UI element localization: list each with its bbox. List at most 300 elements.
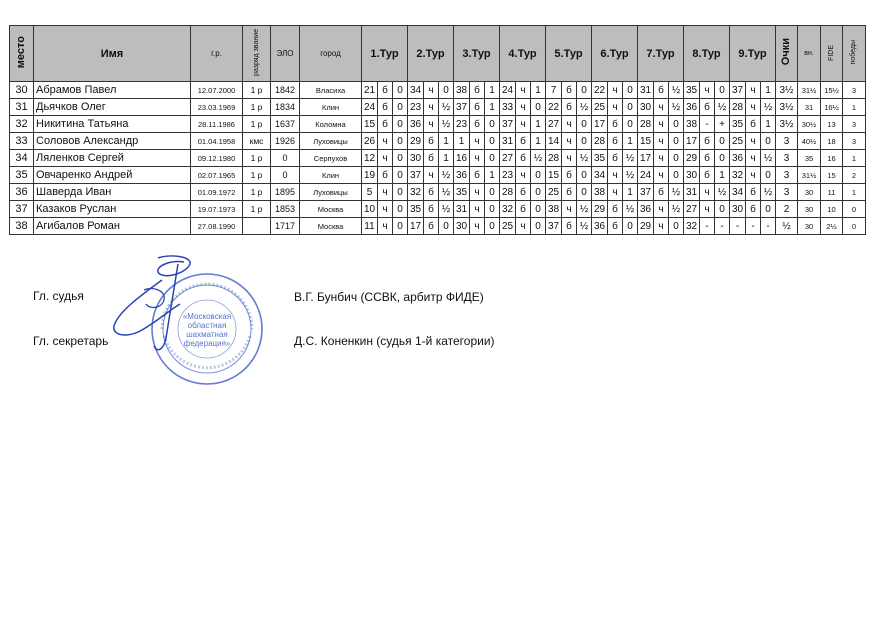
svg-text:«Московская: «Московская [182,312,232,321]
opponent-cell: 25 [730,133,746,150]
birth-date-cell: 09.12.1980 [191,150,243,167]
color-cell: б [470,167,485,184]
result-cell: 0 [669,150,684,167]
color-cell: б [700,150,715,167]
color-cell: ч [608,82,623,99]
result-cell: ½ [715,99,730,116]
opponent-cell: 38 [592,184,608,201]
result-cell: 0 [393,184,408,201]
birth-date-cell: 19.07.1973 [191,201,243,218]
opponent-cell: 38 [546,201,562,218]
result-cell: ½ [439,99,454,116]
color-cell: ч [470,184,485,201]
result-cell: 1 [439,150,454,167]
svg-text:федерация»: федерация» [183,339,231,348]
opponent-cell: 25 [546,184,562,201]
result-cell: 0 [531,99,546,116]
opponent-cell: 30 [454,218,470,235]
elo-cell: 1926 [271,133,300,150]
opponent-cell: 36 [408,116,424,133]
result-cell: 1 [485,99,500,116]
secretary-label: Гл. секретарь [33,334,109,348]
color-cell: б [700,167,715,184]
place-cell: 36 [10,184,34,201]
color-cell: ч [654,133,669,150]
color-cell: ч [378,201,393,218]
opponent-cell: 28 [730,99,746,116]
color-cell: б [424,133,439,150]
color-cell: ч [608,167,623,184]
opponent-cell: 16 [454,150,470,167]
result-cell: 1 [485,167,500,184]
wins-cell: 2 [843,167,866,184]
color-cell: ч [746,150,761,167]
color-cell: б [470,99,485,116]
color-cell: б [378,116,393,133]
opponent-cell: 25 [592,99,608,116]
opponent-cell: 36 [730,150,746,167]
opponent-cell: 37 [454,99,470,116]
wins-cell: 3 [843,116,866,133]
result-cell: ½ [577,150,592,167]
color-cell: б [516,201,531,218]
color-cell: б [424,201,439,218]
points-cell: ½ [776,218,798,235]
fide-cell: 16 [821,150,843,167]
color-cell: ч [470,201,485,218]
color-cell: б [516,133,531,150]
opponent-cell: 17 [408,218,424,235]
color-cell: ч [700,201,715,218]
result-cell: 1 [623,133,638,150]
opponent-cell: 34 [592,167,608,184]
opponent-cell: 24 [362,99,378,116]
opponent-cell: 15 [362,116,378,133]
result-cell: ½ [669,99,684,116]
judge-label: Гл. судья [33,289,84,303]
opponent-cell: 35 [408,201,424,218]
rank-cell: кмс [243,133,271,150]
opponent-cell: - [730,218,746,235]
result-cell: ½ [577,201,592,218]
color-cell: б [562,184,577,201]
buchholz-cell: 30 [798,184,821,201]
result-cell: 1 [623,184,638,201]
opponent-cell: 32 [500,201,516,218]
points-cell: 3 [776,167,798,184]
svg-text:областная: областная [187,321,227,330]
opponent-cell: 15 [638,133,654,150]
place-cell: 35 [10,167,34,184]
header-round-8: 8.Тур [684,26,730,82]
result-cell: 0 [577,133,592,150]
fide-cell: 13 [821,116,843,133]
player-name-cell: Шаверда Иван [34,184,191,201]
points-cell: 3 [776,184,798,201]
buchholz-cell: 35 [798,150,821,167]
color-cell: б [654,82,669,99]
color-cell: ч [378,218,393,235]
opponent-cell: 27 [500,150,516,167]
header-points: Очки [776,26,798,82]
opponent-cell: 36 [592,218,608,235]
opponent-cell: 23 [454,116,470,133]
result-cell: ½ [439,184,454,201]
result-cell: 0 [669,116,684,133]
opponent-cell: 35 [592,150,608,167]
result-cell: 0 [623,116,638,133]
header-round-7: 7.Тур [638,26,684,82]
fide-cell: 15 [821,167,843,184]
result-cell: 0 [623,82,638,99]
elo-cell: 1895 [271,184,300,201]
opponent-cell: 22 [546,99,562,116]
place-cell: 32 [10,116,34,133]
birth-date-cell: 28.11.1986 [191,116,243,133]
rank-cell: 1 р [243,82,271,99]
result-cell: ½ [439,167,454,184]
color-cell: б [608,133,623,150]
svg-text:шахматная: шахматная [186,330,228,339]
color-cell: ч [746,82,761,99]
result-cell: 0 [577,116,592,133]
color-cell: ч [562,150,577,167]
birth-date-cell: 02.07.1965 [191,167,243,184]
points-cell: 3½ [776,99,798,116]
player-name-cell: Дьячков Олег [34,99,191,116]
color-cell: - [700,218,715,235]
result-cell: - [761,218,776,235]
opponent-cell: 38 [454,82,470,99]
color-cell: ч [378,184,393,201]
elo-cell: 1842 [271,82,300,99]
color-cell: ч [654,99,669,116]
opponent-cell: 37 [408,167,424,184]
result-cell: ½ [439,201,454,218]
color-cell: ч [746,167,761,184]
opponent-cell: 34 [730,184,746,201]
opponent-cell: 27 [684,201,700,218]
color-cell: б [746,116,761,133]
city-cell: Власиха [300,82,362,99]
color-cell: ч [516,218,531,235]
opponent-cell: 19 [362,167,378,184]
color-cell: ч [654,201,669,218]
color-cell: ч [746,133,761,150]
buchholz-cell: 30 [798,218,821,235]
result-cell: 0 [485,150,500,167]
header-name: Имя [34,26,191,82]
color-cell: ч [746,99,761,116]
opponent-cell: 29 [684,150,700,167]
birth-date-cell: 12.07.2000 [191,82,243,99]
result-cell: 0 [485,218,500,235]
opponent-cell: 31 [684,184,700,201]
elo-cell: 1717 [271,218,300,235]
color-cell: ч [562,201,577,218]
opponent-cell: 11 [362,218,378,235]
result-cell: ½ [577,218,592,235]
opponent-cell: 28 [638,116,654,133]
opponent-cell: 37 [638,184,654,201]
result-cell: 0 [393,116,408,133]
header-dob: г.р. [191,26,243,82]
color-cell: б [378,82,393,99]
result-cell: 0 [531,218,546,235]
opponent-cell: 36 [454,167,470,184]
color-cell: ч [608,184,623,201]
result-cell: 1 [761,116,776,133]
result-cell: 0 [715,201,730,218]
result-cell: 0 [761,133,776,150]
result-cell: ½ [669,201,684,218]
opponent-cell: 37 [730,82,746,99]
opponent-cell: 35 [684,82,700,99]
result-cell: 1 [485,82,500,99]
opponent-cell: 28 [500,184,516,201]
result-cell: ½ [531,150,546,167]
points-cell: 3 [776,150,798,167]
player-name-cell: Соловов Александр [34,133,191,150]
judge-signature [100,250,220,360]
result-cell: 0 [485,184,500,201]
points-cell: 3 [776,133,798,150]
color-cell: б [562,167,577,184]
city-cell: Москва [300,201,362,218]
color-cell: ч [608,99,623,116]
fide-cell: 10 [821,201,843,218]
color-cell: ч [516,116,531,133]
result-cell: 1 [531,82,546,99]
color-cell: б [700,99,715,116]
player-name-cell: Овчаренко Андрей [34,167,191,184]
result-cell: 0 [761,201,776,218]
city-cell: Луховицы [300,133,362,150]
result-cell: 0 [669,218,684,235]
result-cell: ½ [623,150,638,167]
opponent-cell: 33 [500,99,516,116]
fide-cell: 18 [821,133,843,150]
result-cell: - [715,218,730,235]
result-cell: 0 [439,82,454,99]
place-cell: 30 [10,82,34,99]
result-cell: ½ [761,184,776,201]
result-cell: 0 [393,150,408,167]
opponent-cell: 29 [408,133,424,150]
birth-date-cell: 27.08.1990 [191,218,243,235]
opponent-cell: 14 [546,133,562,150]
color-cell: б [424,184,439,201]
opponent-cell: 37 [500,116,516,133]
opponent-cell: 17 [638,150,654,167]
fide-cell: 16½ [821,99,843,116]
result-cell: + [715,116,730,133]
opponent-cell: 35 [454,184,470,201]
opponent-cell: 26 [362,133,378,150]
opponent-cell: 36 [684,99,700,116]
city-cell: Клин [300,167,362,184]
result-cell: 1 [531,133,546,150]
result-cell: ½ [715,184,730,201]
header-bh: вн. [798,26,821,82]
header-place: место [10,26,34,82]
fide-cell: 15½ [821,82,843,99]
rank-cell: 1 р [243,184,271,201]
elo-cell: 1637 [271,116,300,133]
result-cell: 0 [715,133,730,150]
result-cell: 0 [393,99,408,116]
opponent-cell: 32 [408,184,424,201]
opponent-cell: 29 [638,218,654,235]
result-cell: 0 [393,82,408,99]
color-cell: ч [516,82,531,99]
place-cell: 33 [10,133,34,150]
result-cell: 0 [485,133,500,150]
color-cell: ч [562,133,577,150]
color-cell: ч [424,116,439,133]
place-cell: 34 [10,150,34,167]
color-cell: ч [562,116,577,133]
header-elo: ЭЛО [271,26,300,82]
color-cell: ч [424,82,439,99]
player-name-cell: Абрамов Павел [34,82,191,99]
opponent-cell: 34 [408,82,424,99]
result-cell: 1 [761,82,776,99]
opponent-cell: 25 [500,218,516,235]
city-cell: Москва [300,218,362,235]
place-cell: 38 [10,218,34,235]
opponent-cell: 30 [408,150,424,167]
opponent-cell: 35 [730,116,746,133]
result-cell: 0 [577,82,592,99]
color-cell: б [608,150,623,167]
wins-cell: 0 [843,218,866,235]
header-fide: FIDE [821,26,843,82]
buchholz-cell: 31½ [798,167,821,184]
elo-cell: 0 [271,167,300,184]
result-cell: 0 [669,167,684,184]
opponent-cell: 24 [500,82,516,99]
opponent-cell: 7 [546,82,562,99]
color-cell: ч [470,218,485,235]
color-cell: б [608,116,623,133]
header-round-9: 9.Тур [730,26,776,82]
opponent-cell: 17 [592,116,608,133]
opponent-cell: 23 [408,99,424,116]
wins-cell: 1 [843,150,866,167]
color-cell: б [608,218,623,235]
color-cell: б [654,184,669,201]
color-cell: б [700,133,715,150]
header-round-1: 1.Тур [362,26,408,82]
opponent-cell: 31 [500,133,516,150]
buchholz-cell: 40½ [798,133,821,150]
place-cell: 37 [10,201,34,218]
result-cell: 0 [485,116,500,133]
player-name-cell: Казаков Руслан [34,201,191,218]
opponent-cell: 30 [684,167,700,184]
wins-cell: 3 [843,82,866,99]
color-cell: ч [516,99,531,116]
color-cell: ч [700,184,715,201]
result-cell: 0 [531,167,546,184]
result-cell: 1 [531,116,546,133]
elo-cell: 1834 [271,99,300,116]
opponent-cell: 12 [362,150,378,167]
header-round-3: 3.Тур [454,26,500,82]
color-cell: б [562,218,577,235]
opponent-cell: 38 [684,116,700,133]
color-cell: б [424,150,439,167]
result-cell: 0 [531,201,546,218]
opponent-cell: 30 [730,201,746,218]
color-cell: ч [470,133,485,150]
place-cell: 31 [10,99,34,116]
birth-date-cell: 23.03.1969 [191,99,243,116]
elo-cell: 1853 [271,201,300,218]
fide-cell: 2½ [821,218,843,235]
header-wins: победы [843,26,866,82]
rank-cell: 1 р [243,116,271,133]
opponent-cell: 22 [592,82,608,99]
opponent-cell: 31 [638,82,654,99]
player-name-cell: Агибалов Роман [34,218,191,235]
opponent-cell: 23 [500,167,516,184]
result-cell: ½ [623,201,638,218]
color-cell: ч [378,133,393,150]
rank-cell: 1 р [243,99,271,116]
header-round-5: 5.Тур [546,26,592,82]
color-cell: б [562,99,577,116]
opponent-cell: 1 [454,133,470,150]
color-cell: б [378,167,393,184]
header-rank: разряд звание [243,26,271,82]
color-cell: б [746,201,761,218]
result-cell: 0 [393,218,408,235]
result-cell: 0 [393,133,408,150]
result-cell: ½ [577,99,592,116]
judge-name: В.Г. Бунбич (ССВК, арбитр ФИДЕ) [294,290,484,304]
result-cell: 0 [623,218,638,235]
opponent-cell: 32 [730,167,746,184]
color-cell: б [470,116,485,133]
result-cell: 0 [439,218,454,235]
color-cell: б [424,218,439,235]
result-cell: 0 [531,184,546,201]
opponent-cell: 27 [546,116,562,133]
birth-date-cell: 01.04.1958 [191,133,243,150]
buchholz-cell: 30 [798,201,821,218]
buchholz-cell: 31½ [798,82,821,99]
color-cell: ч [378,150,393,167]
buchholz-cell: 31 [798,99,821,116]
opponent-cell: 32 [684,218,700,235]
result-cell: ½ [439,116,454,133]
player-name-cell: Ляленков Сергей [34,150,191,167]
opponent-cell: 29 [592,201,608,218]
color-cell: б [516,184,531,201]
rank-cell: 1 р [243,167,271,184]
opponent-cell: 5 [362,184,378,201]
header-round-4: 4.Тур [500,26,546,82]
opponent-cell: 28 [546,150,562,167]
color-cell: ч [654,116,669,133]
color-cell: б [378,99,393,116]
color-cell: б [516,150,531,167]
color-cell: б [746,184,761,201]
city-cell: Коломна [300,116,362,133]
wins-cell: 0 [843,201,866,218]
